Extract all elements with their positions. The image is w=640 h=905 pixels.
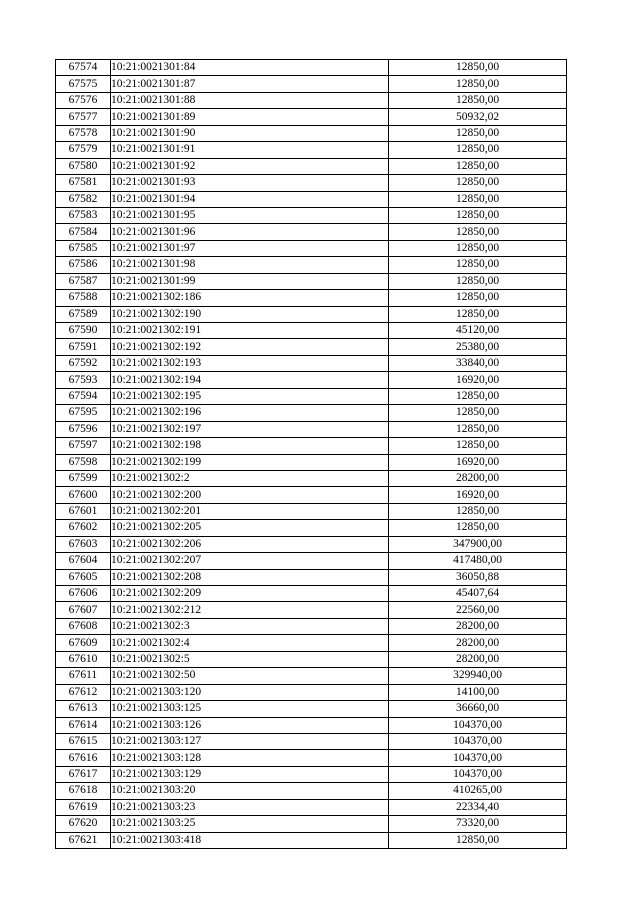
cadastral-number-cell: 10:21:0021301:96	[111, 224, 389, 240]
value-cell: 12850,00	[389, 224, 567, 240]
table-row	[56, 109, 567, 125]
row-number-cell: 67606	[56, 586, 111, 602]
row-number-cell: 67578	[56, 125, 111, 141]
row-number-cell: 67600	[56, 487, 111, 503]
value-cell: 73320,00	[389, 816, 567, 832]
value-cell: 22334,40	[389, 799, 567, 815]
table-row	[56, 651, 567, 667]
cadastral-number-cell: 10:21:0021302:206	[111, 536, 389, 552]
value-cell: 12850,00	[389, 405, 567, 421]
cadastral-number-cell: 10:21:0021303:23	[111, 799, 389, 815]
cadastral-number-cell: 10:21:0021301:90	[111, 125, 389, 141]
cadastral-number-cell: 10:21:0021302:50	[111, 668, 389, 684]
row-number-cell: 67588	[56, 290, 111, 306]
table-row	[56, 701, 567, 717]
cadastral-number-cell: 10:21:0021301:89	[111, 109, 389, 125]
cadastral-number-cell: 10:21:0021303:20	[111, 783, 389, 799]
value-cell: 12850,00	[389, 207, 567, 223]
table-row	[56, 158, 567, 174]
cadastral-number-cell: 10:21:0021302:3	[111, 618, 389, 634]
cadastral-number-cell: 10:21:0021301:93	[111, 175, 389, 191]
table-row	[56, 175, 567, 191]
cadastral-number-cell: 10:21:0021302:5	[111, 651, 389, 667]
cadastral-number-cell: 10:21:0021301:91	[111, 142, 389, 158]
value-cell: 22560,00	[389, 602, 567, 618]
value-cell: 12850,00	[389, 125, 567, 141]
row-number-cell: 67609	[56, 635, 111, 651]
cadastral-number-cell: 10:21:0021302:200	[111, 487, 389, 503]
cadastral-number-cell: 10:21:0021302:208	[111, 569, 389, 585]
table-row	[56, 76, 567, 92]
cadastral-number-cell: 10:21:0021301:97	[111, 240, 389, 256]
cadastral-number-cell: 10:21:0021303:125	[111, 701, 389, 717]
table-row	[56, 586, 567, 602]
table-row	[56, 438, 567, 454]
table-row	[56, 355, 567, 371]
value-cell: 16920,00	[389, 454, 567, 470]
table-row	[56, 339, 567, 355]
value-cell: 28200,00	[389, 470, 567, 486]
row-number-cell: 67601	[56, 503, 111, 519]
value-cell: 12850,00	[389, 257, 567, 273]
table-row	[56, 191, 567, 207]
cadastral-number-cell: 10:21:0021302:186	[111, 290, 389, 306]
table-row	[56, 668, 567, 684]
value-cell: 36660,00	[389, 701, 567, 717]
row-number-cell: 67589	[56, 306, 111, 322]
cadastral-number-cell: 10:21:0021302:196	[111, 405, 389, 421]
value-cell: 45407,64	[389, 586, 567, 602]
table-row	[56, 224, 567, 240]
row-number-cell: 67582	[56, 191, 111, 207]
cadastral-number-cell: 10:21:0021302:209	[111, 586, 389, 602]
table-row	[56, 635, 567, 651]
value-cell: 12850,00	[389, 290, 567, 306]
cadastral-number-cell: 10:21:0021303:126	[111, 717, 389, 733]
row-number-cell: 67580	[56, 158, 111, 174]
table-row	[56, 602, 567, 618]
cadastral-number-cell: 10:21:0021301:88	[111, 92, 389, 108]
table-row	[56, 142, 567, 158]
value-cell: 12850,00	[389, 76, 567, 92]
cadastral-number-cell: 10:21:0021302:199	[111, 454, 389, 470]
value-cell: 12850,00	[389, 503, 567, 519]
table-row	[56, 92, 567, 108]
row-number-cell: 67611	[56, 668, 111, 684]
value-cell: 16920,00	[389, 372, 567, 388]
table-row	[56, 733, 567, 749]
value-cell: 104370,00	[389, 750, 567, 766]
cadastral-number-cell: 10:21:0021303:129	[111, 766, 389, 782]
row-number-cell: 67577	[56, 109, 111, 125]
table-row	[56, 783, 567, 799]
value-cell: 25380,00	[389, 339, 567, 355]
row-number-cell: 67598	[56, 454, 111, 470]
row-number-cell: 67584	[56, 224, 111, 240]
table-row	[56, 520, 567, 536]
row-number-cell: 67583	[56, 207, 111, 223]
table-row	[56, 553, 567, 569]
row-number-cell: 67576	[56, 92, 111, 108]
value-cell: 33840,00	[389, 355, 567, 371]
cadastral-number-cell: 10:21:0021303:120	[111, 684, 389, 700]
table-row	[56, 273, 567, 289]
table-row	[56, 454, 567, 470]
row-number-cell: 67605	[56, 569, 111, 585]
row-number-cell: 67604	[56, 553, 111, 569]
table-row	[56, 470, 567, 486]
cadastral-number-cell: 10:21:0021302:4	[111, 635, 389, 651]
value-cell: 28200,00	[389, 618, 567, 634]
row-number-cell: 67594	[56, 388, 111, 404]
row-number-cell: 67590	[56, 323, 111, 339]
table-row	[56, 816, 567, 832]
value-cell: 50932,02	[389, 109, 567, 125]
cadastral-number-cell: 10:21:0021302:207	[111, 553, 389, 569]
row-number-cell: 67599	[56, 470, 111, 486]
table-row	[56, 684, 567, 700]
cadastral-number-cell: 10:21:0021303:25	[111, 816, 389, 832]
row-number-cell: 67579	[56, 142, 111, 158]
cadastral-number-cell: 10:21:0021302:201	[111, 503, 389, 519]
cadastral-number-cell: 10:21:0021302:195	[111, 388, 389, 404]
cadastral-number-cell: 10:21:0021303:128	[111, 750, 389, 766]
row-number-cell: 67595	[56, 405, 111, 421]
row-number-cell: 67585	[56, 240, 111, 256]
cadastral-value-table	[55, 59, 567, 849]
row-number-cell: 67603	[56, 536, 111, 552]
cadastral-number-cell: 10:21:0021302:197	[111, 421, 389, 437]
cadastral-number-cell: 10:21:0021301:99	[111, 273, 389, 289]
cadastral-number-cell: 10:21:0021303:418	[111, 832, 389, 848]
cadastral-number-cell: 10:21:0021301:92	[111, 158, 389, 174]
row-number-cell: 67593	[56, 372, 111, 388]
cadastral-number-cell: 10:21:0021301:94	[111, 191, 389, 207]
row-number-cell: 67608	[56, 618, 111, 634]
table-row	[56, 766, 567, 782]
value-cell: 12850,00	[389, 306, 567, 322]
row-number-cell: 67591	[56, 339, 111, 355]
value-cell: 329940,00	[389, 668, 567, 684]
table-row	[56, 405, 567, 421]
value-cell: 12850,00	[389, 520, 567, 536]
row-number-cell: 67574	[56, 60, 111, 76]
cadastral-number-cell: 10:21:0021301:95	[111, 207, 389, 223]
table-row	[56, 290, 567, 306]
table-row	[56, 750, 567, 766]
row-number-cell: 67618	[56, 783, 111, 799]
value-cell: 12850,00	[389, 175, 567, 191]
row-number-cell: 67587	[56, 273, 111, 289]
value-cell: 12850,00	[389, 832, 567, 848]
table-row	[56, 717, 567, 733]
value-cell: 12850,00	[389, 421, 567, 437]
table-row	[56, 60, 567, 76]
cadastral-number-cell: 10:21:0021302:205	[111, 520, 389, 536]
row-number-cell: 67575	[56, 76, 111, 92]
table-row	[56, 421, 567, 437]
table-row	[56, 240, 567, 256]
table-body	[56, 60, 567, 849]
row-number-cell: 67586	[56, 257, 111, 273]
value-cell: 12850,00	[389, 191, 567, 207]
table-row	[56, 618, 567, 634]
value-cell: 347900,00	[389, 536, 567, 552]
row-number-cell: 67612	[56, 684, 111, 700]
value-cell: 417480,00	[389, 553, 567, 569]
cadastral-number-cell: 10:21:0021303:127	[111, 733, 389, 749]
cadastral-number-cell: 10:21:0021301:98	[111, 257, 389, 273]
cadastral-number-cell: 10:21:0021302:192	[111, 339, 389, 355]
table-row	[56, 536, 567, 552]
row-number-cell: 67607	[56, 602, 111, 618]
value-cell: 104370,00	[389, 766, 567, 782]
row-number-cell: 67610	[56, 651, 111, 667]
cadastral-number-cell: 10:21:0021302:2	[111, 470, 389, 486]
row-number-cell: 67617	[56, 766, 111, 782]
row-number-cell: 67614	[56, 717, 111, 733]
row-number-cell: 67581	[56, 175, 111, 191]
value-cell: 12850,00	[389, 240, 567, 256]
value-cell: 36050,88	[389, 569, 567, 585]
value-cell: 12850,00	[389, 142, 567, 158]
row-number-cell: 67602	[56, 520, 111, 536]
row-number-cell: 67592	[56, 355, 111, 371]
value-cell: 16920,00	[389, 487, 567, 503]
row-number-cell: 67615	[56, 733, 111, 749]
row-number-cell: 67619	[56, 799, 111, 815]
value-cell: 12850,00	[389, 388, 567, 404]
value-cell: 12850,00	[389, 438, 567, 454]
value-cell: 104370,00	[389, 717, 567, 733]
row-number-cell: 67620	[56, 816, 111, 832]
table-row	[56, 799, 567, 815]
table-row	[56, 306, 567, 322]
row-number-cell: 67596	[56, 421, 111, 437]
value-cell: 104370,00	[389, 733, 567, 749]
value-cell: 14100,00	[389, 684, 567, 700]
cadastral-number-cell: 10:21:0021302:212	[111, 602, 389, 618]
value-cell: 410265,00	[389, 783, 567, 799]
table-row	[56, 323, 567, 339]
cadastral-number-cell: 10:21:0021302:191	[111, 323, 389, 339]
table-row	[56, 372, 567, 388]
value-cell: 28200,00	[389, 635, 567, 651]
table-row	[56, 257, 567, 273]
cadastral-number-cell: 10:21:0021301:87	[111, 76, 389, 92]
table-row	[56, 832, 567, 848]
row-number-cell: 67621	[56, 832, 111, 848]
cadastral-number-cell: 10:21:0021302:194	[111, 372, 389, 388]
table-row	[56, 503, 567, 519]
cadastral-number-cell: 10:21:0021301:84	[111, 60, 389, 76]
value-cell: 12850,00	[389, 273, 567, 289]
cadastral-number-cell: 10:21:0021302:198	[111, 438, 389, 454]
value-cell: 12850,00	[389, 60, 567, 76]
table-row	[56, 125, 567, 141]
row-number-cell: 67613	[56, 701, 111, 717]
row-number-cell: 67597	[56, 438, 111, 454]
table-row	[56, 388, 567, 404]
cadastral-number-cell: 10:21:0021302:193	[111, 355, 389, 371]
value-cell: 28200,00	[389, 651, 567, 667]
table-row	[56, 569, 567, 585]
cadastral-number-cell: 10:21:0021302:190	[111, 306, 389, 322]
value-cell: 12850,00	[389, 92, 567, 108]
value-cell: 45120,00	[389, 323, 567, 339]
value-cell: 12850,00	[389, 158, 567, 174]
table-row	[56, 487, 567, 503]
table-row	[56, 207, 567, 223]
row-number-cell: 67616	[56, 750, 111, 766]
